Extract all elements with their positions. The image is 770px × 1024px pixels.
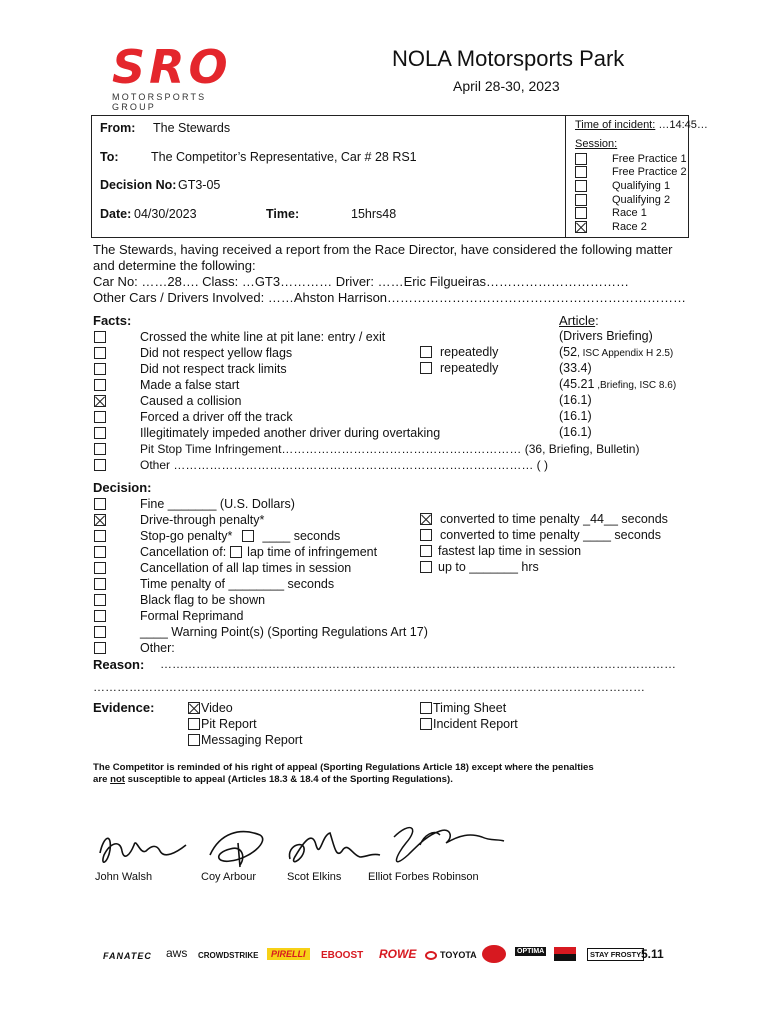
fact-article: [559, 393, 592, 407]
decision-row: [94, 496, 295, 512]
session-checkbox[interactable]: [575, 207, 587, 219]
decision-row: [94, 576, 334, 592]
session-checkbox[interactable]: [575, 194, 587, 206]
decision-row: [94, 512, 264, 528]
evidence-option: [188, 732, 302, 748]
repeatedly-checkbox[interactable]: [420, 346, 432, 358]
session-item: [575, 179, 687, 193]
fact-row: [94, 361, 287, 377]
repeatedly-text: repeatedly: [440, 361, 499, 375]
article-text: (16.1): [559, 393, 592, 407]
signature-name: Coy Arbour: [201, 871, 257, 883]
session-item: [575, 152, 687, 166]
appeal-text: are: [93, 774, 111, 785]
fact-article: [559, 377, 676, 391]
car-line: Car No: ……28…. Class: …GT3………… Driver: ……Eric Filgueiras……………………………: [93, 274, 629, 289]
decision-text: Fine _______ (U.S. Dollars): [140, 497, 295, 511]
session-label-text: Qualifying 1: [612, 179, 671, 192]
fact-row: [94, 457, 548, 473]
appeal-line: [93, 774, 594, 786]
decision-row: [94, 608, 244, 624]
evidence-checkbox[interactable]: [420, 718, 432, 730]
up-to-checkbox[interactable]: [420, 561, 432, 573]
repeatedly-option: [420, 345, 498, 359]
fact-text: Forced a driver off the track: [140, 410, 293, 424]
evidence-text: Pit Report: [201, 717, 257, 731]
session-label-text: Race 1: [612, 207, 647, 220]
article-label: Article: [559, 313, 596, 328]
decision-row: [94, 624, 428, 640]
session-item: [575, 166, 687, 180]
article-text: (Drivers Briefing): [559, 329, 653, 343]
sponsor-toyota: [425, 950, 477, 960]
article-small: , ISC Appendix H 2.5): [577, 348, 674, 359]
logo-subtitle: MOTORSPORTS GROUP: [112, 92, 207, 112]
converted-text: converted to time penalty ____ seconds: [440, 528, 661, 542]
evidence-text: Incident Report: [433, 717, 518, 731]
sponsor-badge-icon: [482, 945, 506, 963]
fastest-lap-checkbox[interactable]: [420, 545, 432, 557]
decision-right-option: [420, 560, 539, 574]
incident-time: [575, 119, 708, 131]
lap-infringement-checkbox[interactable]: [230, 546, 242, 558]
fact-article: [559, 409, 592, 423]
fact-text: Caused a collision: [140, 394, 242, 408]
decision-checkbox[interactable]: [94, 642, 106, 654]
evidence-option: [420, 716, 518, 732]
intro-block: [93, 242, 686, 306]
fact-row: [94, 409, 293, 425]
appeal-line: The Competitor is reminded of his right of appeal (Sporting Regulations Article 18) except where the penalties: [93, 762, 594, 773]
stopgo-seconds-checkbox[interactable]: [242, 530, 254, 542]
reason-label: Reason:: [93, 657, 145, 672]
decision-text: Drive-through penalty*: [140, 513, 265, 527]
session-list: [575, 152, 687, 234]
decision-row: [94, 560, 351, 576]
fact-text: Other ……………………………………………………………………………… ( ): [140, 458, 549, 472]
decision-text: Other:: [140, 641, 175, 655]
decision-checkbox[interactable]: [94, 578, 106, 590]
article-text: (16.1): [559, 409, 592, 423]
session-checkbox[interactable]: [575, 153, 587, 165]
fastest-lap-text: fastest lap time in session: [438, 544, 582, 558]
fact-text: Made a false start: [140, 378, 240, 392]
article-small: ,Briefing, ISC 8.6): [594, 380, 677, 391]
sponsor-rowe: ROWE: [379, 947, 417, 961]
decision-no-label: Decision No:: [100, 178, 177, 192]
decision-label: Decision:: [93, 480, 152, 495]
article-heading: Article:: [559, 313, 599, 328]
repeatedly-option: [420, 361, 498, 375]
stopgo-seconds-text: ____ seconds: [262, 529, 341, 543]
fact-checkbox[interactable]: [94, 395, 106, 407]
box-divider: [565, 115, 566, 238]
session-item: [575, 206, 687, 220]
decision-text: Stop-go penalty*: [140, 529, 233, 543]
converted-checkbox[interactable]: [420, 529, 432, 541]
article-text: (52: [559, 345, 578, 359]
decision-text: ____ Warning Point(s) (Sporting Regulations Art 17): [140, 625, 428, 639]
intro-line: The Stewards, having received a report from the Race Director, have considered the following matter: [93, 242, 673, 257]
from-value: The Stewards: [153, 121, 231, 135]
date-value: 04/30/2023: [134, 207, 197, 221]
evidence-option: [188, 700, 233, 716]
intro-line: and determine the following:: [93, 258, 256, 273]
to-label: To:: [100, 150, 119, 164]
decision-text: Black flag to be shown: [140, 593, 266, 607]
signature-john-walsh: [100, 838, 186, 862]
fact-article: [559, 425, 592, 439]
decision-no-value: GT3-05: [178, 178, 221, 192]
session-label-text: Free Practice 1: [612, 152, 687, 165]
session-checkbox[interactable]: [575, 166, 587, 178]
fact-text: Did not respect track limits: [140, 362, 287, 376]
fact-text: Did not respect yellow flags: [140, 346, 293, 360]
sponsor-511: 5.11: [641, 947, 664, 961]
reason-line: …………………………………………………………………………………………………………………………: [93, 680, 645, 694]
signature-coy-arbour: [210, 832, 263, 867]
sponsor-eboost: EBOOST: [321, 950, 364, 961]
incident-label: Time of incident:: [575, 119, 656, 131]
evidence-checkbox[interactable]: [188, 734, 200, 746]
time-value: 15hrs48: [351, 207, 397, 221]
session-checkbox[interactable]: [575, 221, 587, 233]
session-label-text: Race 2: [612, 220, 647, 233]
fact-checkbox[interactable]: [94, 347, 106, 359]
article-text: (45.21: [559, 377, 595, 391]
fact-checkbox[interactable]: [94, 411, 106, 423]
fact-text: Pit Stop Time Infringement…………………………………………………… (36, Briefing, Bulletin): [140, 442, 640, 456]
sponsor-optima: OPTIMA: [517, 948, 545, 955]
fact-checkbox[interactable]: [94, 443, 106, 455]
fact-checkbox[interactable]: [94, 427, 106, 439]
fact-checkbox[interactable]: [94, 363, 106, 375]
decision-right-option: [420, 528, 661, 542]
fact-row: [94, 345, 292, 361]
evidence-option: [420, 700, 506, 716]
session-checkbox[interactable]: [575, 180, 587, 192]
others-line: Other Cars / Drivers Involved: ……Ahston Harrison……………………………………………………………: [93, 290, 687, 305]
evidence-text: Video: [201, 701, 233, 715]
signature-name: Scot Elkins: [287, 871, 342, 883]
reason-line: …………………………………………………………………………………………………………………: [160, 657, 676, 671]
appeal-text: susceptible to appeal (Articles 18.3 & 18.4 of the Sporting Regulations).: [125, 774, 453, 785]
session-item: [575, 193, 687, 207]
decision-checkbox[interactable]: [94, 514, 106, 526]
evidence-text: Messaging Report: [201, 733, 303, 747]
decision-checkbox[interactable]: [94, 546, 106, 558]
sponsor-fanatec: FANATEC: [103, 951, 152, 961]
decision-right-option: [420, 512, 668, 526]
fact-row: [94, 425, 440, 441]
evidence-checkbox[interactable]: [188, 702, 200, 714]
from-label: From:: [100, 121, 136, 135]
signature-scot-elkins: [289, 833, 380, 862]
session-label-text: Qualifying 2: [612, 193, 671, 206]
converted-text: converted to time penalty _44__ seconds: [440, 512, 668, 526]
decision-row: [94, 640, 175, 656]
evidence-label: Evidence:: [93, 700, 155, 715]
up-to-text: up to _______ hrs: [438, 560, 539, 574]
fact-checkbox[interactable]: [94, 459, 106, 471]
incident-value: …14:45…: [658, 119, 708, 131]
decision-row: [94, 528, 340, 544]
decision-checkbox[interactable]: [94, 530, 106, 542]
signature-elliot-forbes-robinson: [394, 828, 504, 862]
decision-row: [94, 592, 265, 608]
decision-text: Formal Reprimand: [140, 609, 244, 623]
converted-checkbox[interactable]: [420, 513, 432, 525]
sponsor-crowdstrike: CROWDSTRIKE: [198, 951, 259, 960]
fact-text: Illegitimately impeded another driver during overtaking: [140, 426, 441, 440]
time-label: Time:: [266, 207, 300, 221]
article-text: (16.1): [559, 425, 592, 439]
decision-text: Cancellation of all lap times in session: [140, 561, 352, 575]
fact-article: [559, 361, 592, 375]
event-dates: April 28-30, 2023: [453, 78, 560, 94]
sponsor-stay-frosty: STAY FROSTY: [587, 948, 644, 961]
evidence-text: Timing Sheet: [433, 701, 507, 715]
decision-row: [94, 544, 377, 560]
fact-row: [94, 393, 241, 409]
sponsor-pirelli: PIRELLI: [267, 948, 310, 960]
sponsor-toyota-text: TOYOTA: [440, 950, 477, 960]
decision-checkbox[interactable]: [94, 594, 106, 606]
fact-row: [94, 441, 639, 457]
appeal-not: not: [110, 774, 125, 785]
to-value: The Competitor’s Representative, Car # 28 RS1: [151, 150, 417, 164]
lap-infringement-text: lap time of infringement: [247, 545, 378, 559]
toyota-icon: [425, 951, 437, 960]
date-label: Date:: [100, 207, 132, 221]
decision-text: Time penalty of ________ seconds: [140, 577, 335, 591]
fact-row: [94, 329, 385, 345]
signature-name: Elliot Forbes Robinson: [368, 871, 479, 883]
decision-checkbox[interactable]: [94, 498, 106, 510]
fact-row: [94, 377, 239, 393]
decision-checkbox[interactable]: [94, 610, 106, 622]
facts-label: Facts:: [93, 313, 132, 328]
fact-checkbox[interactable]: [94, 379, 106, 391]
repeatedly-text: repeatedly: [440, 345, 499, 359]
sponsor-flag-icon: [554, 947, 576, 961]
appeal-note: [93, 762, 594, 786]
fact-checkbox[interactable]: [94, 331, 106, 343]
decision-checkbox[interactable]: [94, 562, 106, 574]
session-label: Session:: [575, 138, 618, 150]
repeatedly-checkbox[interactable]: [420, 362, 432, 374]
session-item: [575, 220, 687, 234]
evidence-checkbox[interactable]: [188, 718, 200, 730]
signature-scribbles: [90, 815, 510, 875]
evidence-checkbox[interactable]: [420, 702, 432, 714]
sro-logo: [112, 40, 242, 112]
logo-text: SRO: [112, 40, 232, 94]
signature-name: John Walsh: [95, 871, 153, 883]
session-label-text: Free Practice 2: [612, 166, 687, 179]
fact-text: Crossed the white line at pit lane: entry / exit: [140, 330, 386, 344]
evidence-option: [188, 716, 257, 732]
event-title: NOLA Motorsports Park: [392, 46, 625, 71]
fact-article: [559, 329, 653, 343]
sponsor-aws: aws: [166, 946, 188, 960]
fact-article: [559, 345, 673, 359]
decision-right-option: [420, 544, 581, 558]
decision-checkbox[interactable]: [94, 626, 106, 638]
decision-text: Cancellation of:: [140, 545, 227, 559]
article-text: (33.4): [559, 361, 592, 375]
